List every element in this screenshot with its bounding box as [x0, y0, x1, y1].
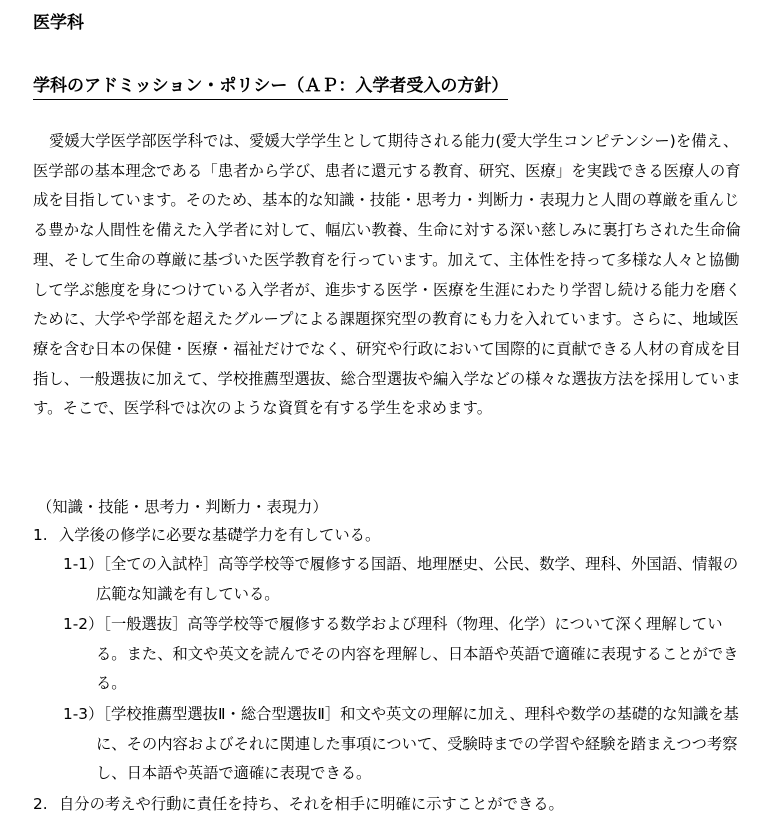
intro-paragraph: 愛媛大学医学部医学科では、愛媛大学学生として期待される能力(愛大学生コンピテンシー)を備え、医学部の基本理念である「患者から学び、患者に還元する教育、研究、医療」を実践できる医療人の育成を目指しています。そのため、基本的な知識・技能・思考力・判断力・表現力と人間の尊厳を重んじる豊かな人間性を備えた入学者に対して、幅広い教養、生命に対する深い慈しみに裏打ちされた生命倫理、そして生命の尊厳に基づいた医学教育を行っています。加えて、主体性を持って多様な人々と協働して学ぶ態度を身につけている入学者が、進歩する医学・医療を生涯にわたり学習し続ける能力を磨くために、大学や学部を超えたグループによる課題探究型の教育にも力を入れています。さらに、地域医療を含む日本の保健・医療・福祉だけでなく、研究や行政において国際的に貢献できる人材の育成を目指し、一般選抜に加えて、学校推薦型選抜、総合型選抜や編入学などの様々な選抜方法を採用しています。そこで、医学科では次のような資質を有する学生を求めます。: [33, 132, 741, 418]
item-text: 自分の考えや行動に責任を持ち、それを相手に明確に示すことができる。: [59, 795, 564, 813]
policy-title: 学科のアドミッション・ポリシー（ＡＰ：入学者受入の方針）: [33, 74, 508, 100]
sub-item-text: ［学校推薦型選抜Ⅱ・総合型選抜Ⅱ］和文や英文の理解に加え、理科や数学の基礎的な知識を基に、その内容およびそれに関連した事項について、受験時までの学習や経験を踏まえつつ考察し、日本語や英語で適確に表現できる。: [96, 705, 739, 783]
sub-list-item: [63, 550, 743, 609]
sub-item-number: 1-3）: [63, 705, 104, 723]
list-item: [33, 790, 564, 820]
sub-item-text: ［全ての入試枠］高等学校等で履修する国語、地理歴史、公民、数学、理科、外国語、情報の広範な知識を有している。: [96, 555, 739, 603]
sub-item-number: 1-2）: [63, 615, 104, 633]
sub-list-item: [63, 610, 743, 699]
sub-list-item: [63, 700, 743, 789]
department-title: 医学科: [33, 13, 84, 33]
item-number: 1.: [33, 526, 48, 544]
section-heading: （知識・技能・思考力・判断力・表現力）: [37, 498, 328, 516]
sub-item-text: ［一般選抜］高等学校等で履修する数学および理科（物理、化学）について深く理解している。また、和文や英文を読んでその内容を理解し、日本語や英語で適確に表現することができる。: [96, 615, 739, 693]
sub-item-number: 1-1）: [63, 555, 104, 573]
item-number: 2.: [33, 795, 48, 813]
item-text: 入学後の修学に必要な基礎学力を有している。: [59, 526, 381, 544]
list-item: [33, 521, 380, 551]
intro-section: [33, 127, 753, 424]
